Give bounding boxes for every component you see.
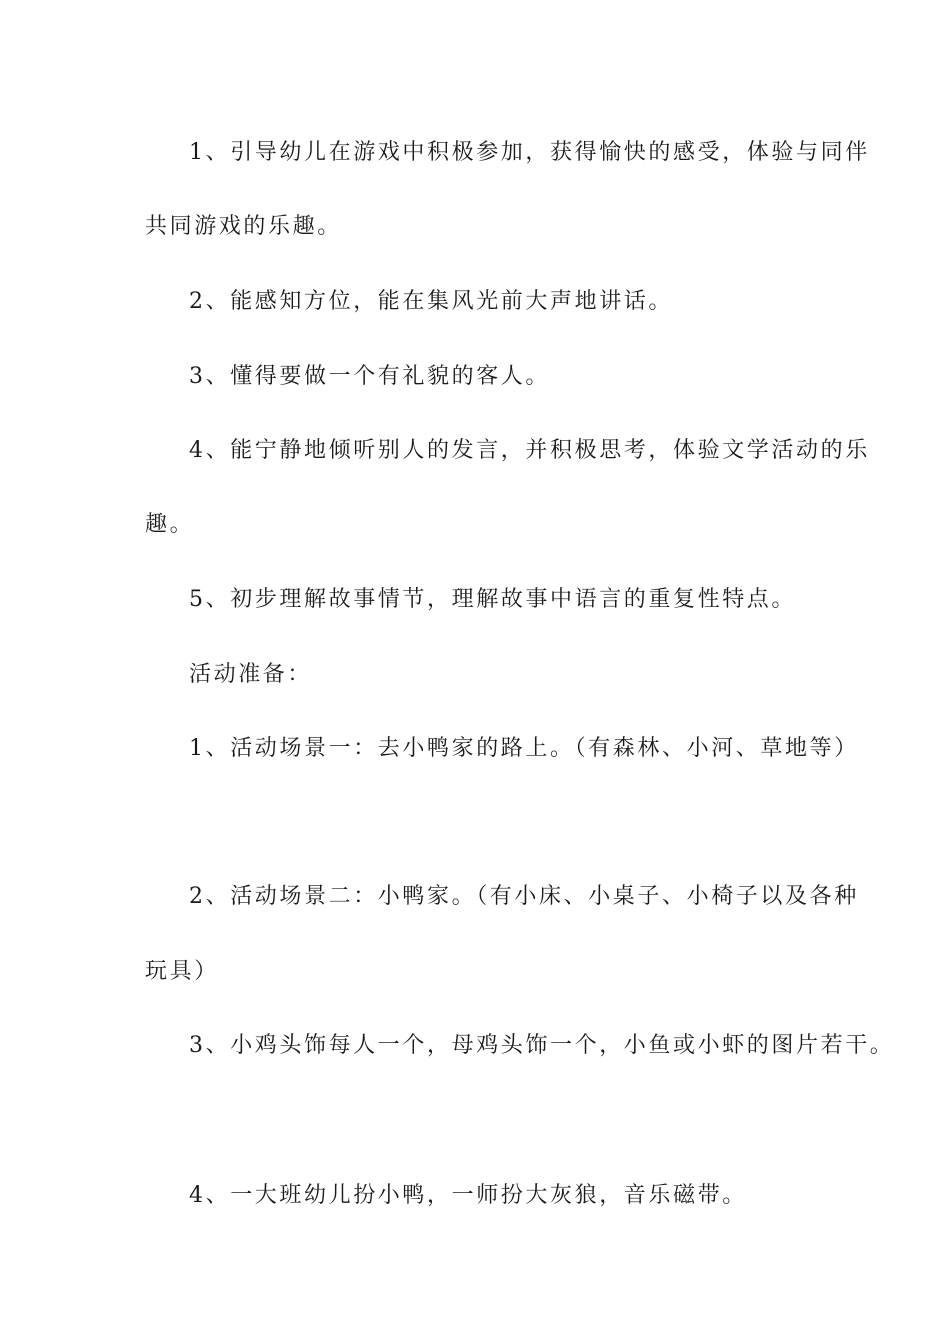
preparation-3: 3、小鸡头饰每人一个，母鸡头饰一个，小鱼或小虾的图片若干。 [189, 1033, 895, 1058]
preparation-1: 1、活动场景一：去小鸭家的路上。（有森林、小河、草地等） [189, 736, 859, 761]
objective-1-line-1: 1、引导幼儿在游戏中积极参加，获得愉快的感受，体验与同伴 [189, 140, 870, 165]
preparation-2-line-1: 2、活动场景二：小鸭家。（有小床、小桌子、小椅子以及各种 [189, 884, 859, 909]
preparation-heading: 活动准备： [189, 662, 313, 687]
objective-3: 3、懂得要做一个有礼貌的客人。 [189, 364, 550, 389]
preparation-4: 4、一大班幼儿扮小鸭，一师扮大灰狼，音乐磁带。 [189, 1183, 747, 1208]
objective-4-line-1: 4、能宁静地倾听别人的发言，并积极思考，体验文学活动的乐 [189, 438, 870, 463]
objective-1-line-2: 共同游戏的乐趣。 [145, 214, 342, 239]
preparation-2-line-2: 玩具） [145, 959, 219, 984]
objective-4-line-2: 趣。 [145, 512, 195, 537]
objective-5: 5、初步理解故事情节，理解故事中语言的重复性特点。 [189, 587, 796, 612]
objective-2: 2、能感知方位，能在集风光前大声地讲话。 [189, 289, 673, 314]
